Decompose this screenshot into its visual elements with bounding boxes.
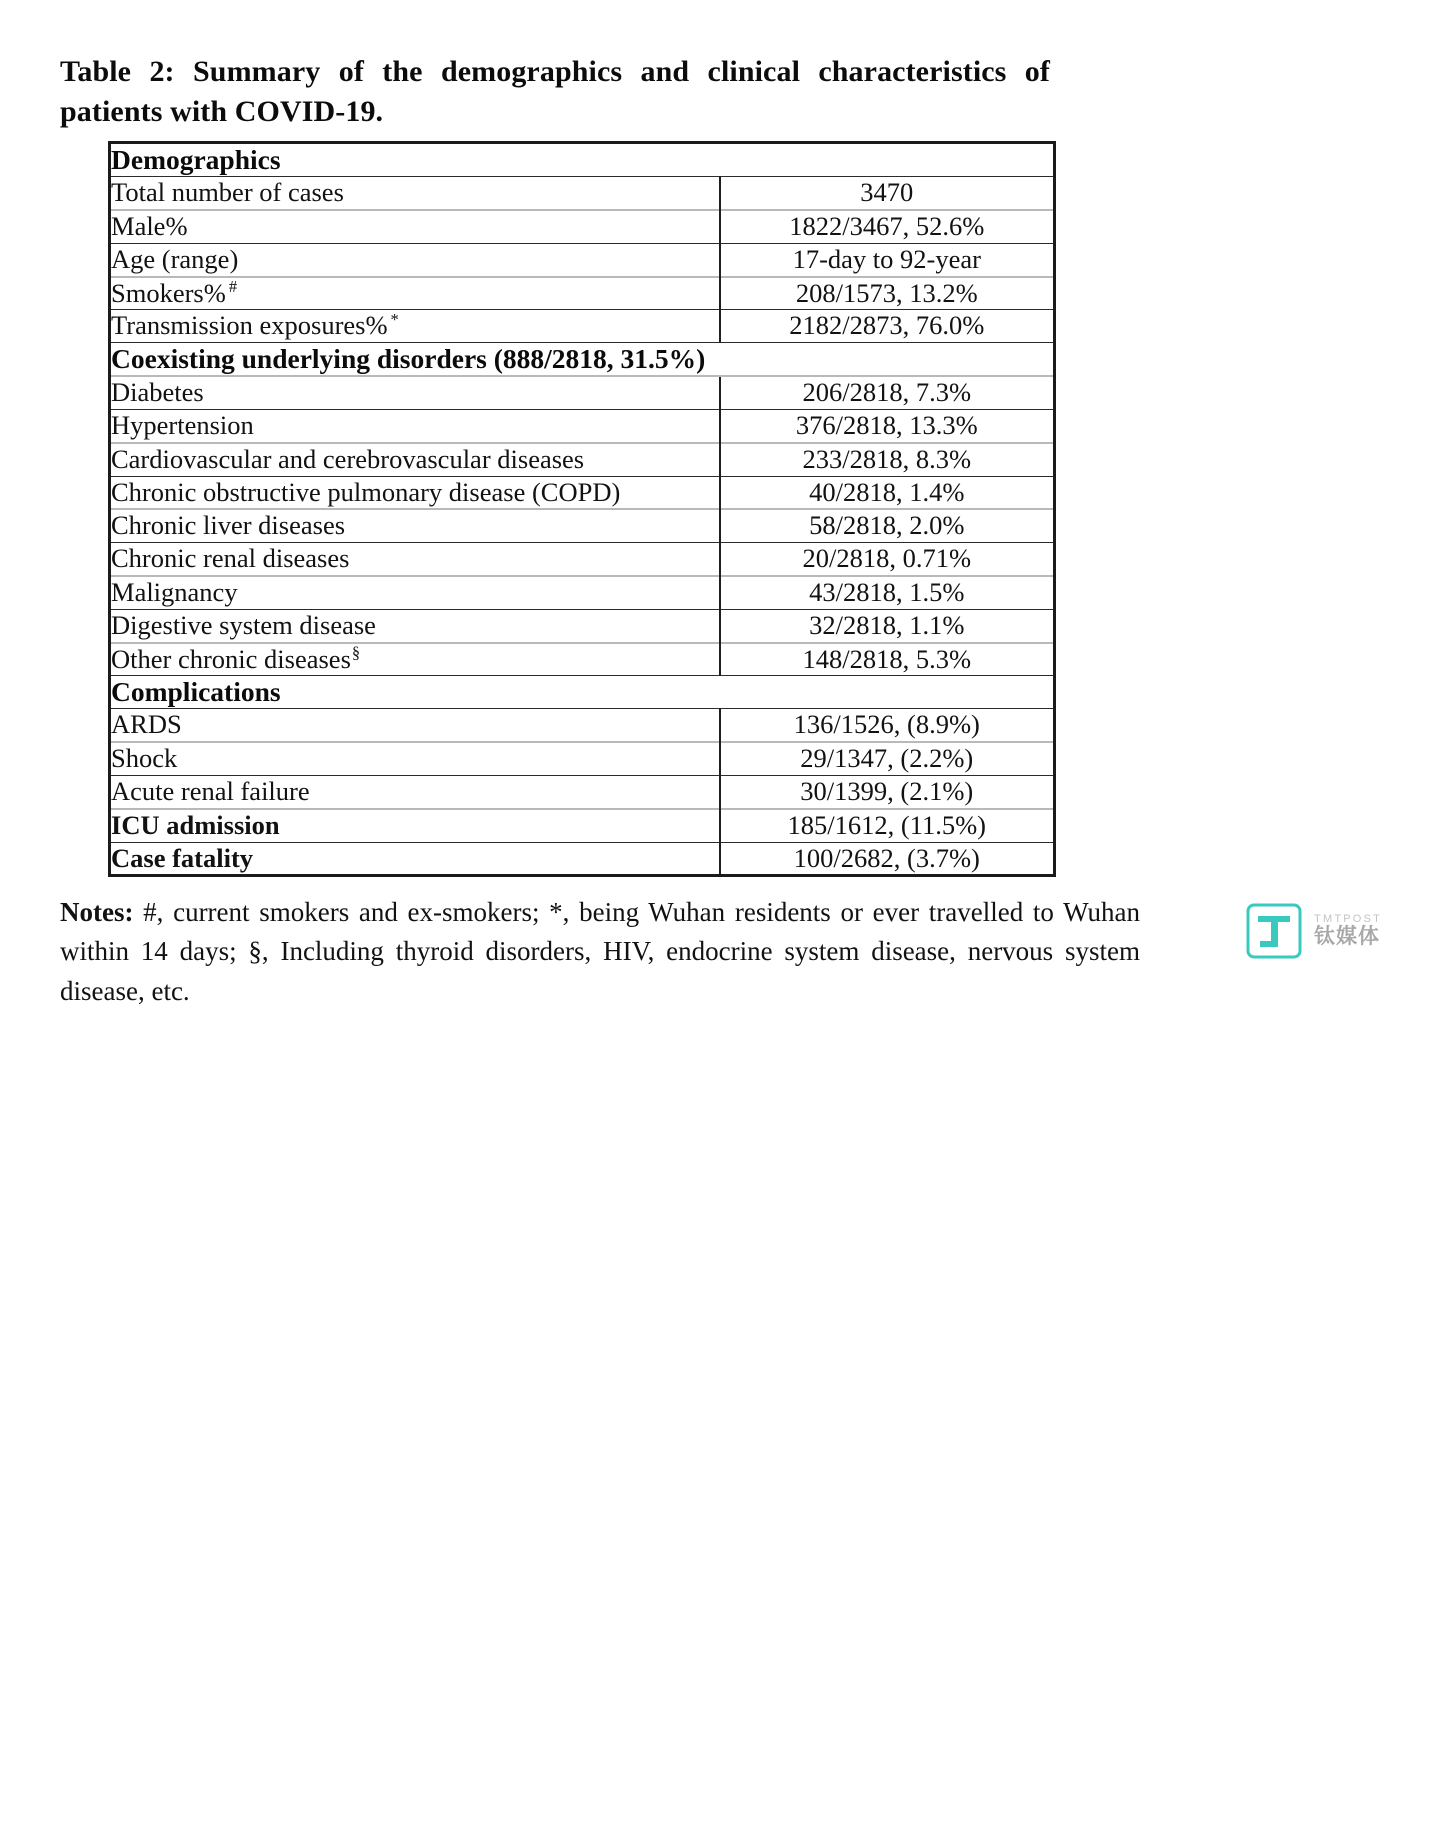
summary-table <box>108 141 1056 877</box>
table-row <box>110 609 1055 642</box>
table-row <box>110 842 1055 876</box>
tmtpost-logo-icon <box>1246 903 1302 959</box>
footnote-marker: * <box>390 309 399 329</box>
row-value-cell: 233/2818, 8.3% <box>720 443 1055 476</box>
row-label: Diabetes <box>111 377 204 408</box>
table-row <box>110 509 1055 542</box>
row-label: Malignancy <box>111 576 238 607</box>
row-label-cell <box>110 742 720 775</box>
row-label-cell <box>110 177 720 210</box>
table-row <box>110 177 1055 210</box>
table-section-header <box>110 143 1055 177</box>
row-label: ICU admission <box>111 809 280 840</box>
table-row <box>110 709 1055 742</box>
row-value-cell: 29/1347, (2.2%) <box>720 742 1055 775</box>
row-label: Case fatality <box>111 842 254 873</box>
row-label: Digestive system disease <box>111 609 376 640</box>
row-label-cell <box>110 210 720 243</box>
row-label: Cardiovascular and cerebrovascular diseases <box>111 443 585 474</box>
table-row <box>110 409 1055 442</box>
row-label-cell <box>110 609 720 642</box>
row-label-cell <box>110 775 720 808</box>
table-row <box>110 476 1055 509</box>
section-heading-cell: Demographics <box>111 144 281 176</box>
row-value-cell: 1822/3467, 52.6% <box>720 210 1055 243</box>
row-label-cell <box>110 543 720 576</box>
table-row <box>110 210 1055 243</box>
row-value-cell: 206/2818, 7.3% <box>720 376 1055 409</box>
row-value-cell: 100/2682, (3.7%) <box>720 842 1055 876</box>
row-label: Chronic obstructive pulmonary disease (COPD) <box>111 476 621 507</box>
row-value-cell: 32/2818, 1.1% <box>720 609 1055 642</box>
row-value-cell: 2182/2873, 76.0% <box>720 310 1055 343</box>
row-value-cell: 185/1612, (11.5%) <box>720 809 1055 842</box>
row-value-cell: 17-day to 92-year <box>720 243 1055 276</box>
row-value-cell: 148/2818, 5.3% <box>720 643 1055 676</box>
row-label: Other chronic diseases <box>111 643 351 674</box>
row-label-cell <box>110 277 720 310</box>
table-container <box>108 141 1053 877</box>
footnote-marker: # <box>228 276 238 296</box>
row-label: Shock <box>111 743 178 774</box>
row-value-cell: 40/2818, 1.4% <box>720 476 1055 509</box>
row-value-cell: 136/1526, (8.9%) <box>720 709 1055 742</box>
row-value-cell: 208/1573, 13.2% <box>720 277 1055 310</box>
row-label: Chronic liver diseases <box>111 510 346 541</box>
row-value-cell: 20/2818, 0.71% <box>720 543 1055 576</box>
table-row <box>110 310 1055 343</box>
footnote-marker: § <box>351 642 361 662</box>
section-heading-cell: Coexisting underlying disorders (888/2818, 31.5%) <box>110 343 1055 377</box>
table-section-header <box>110 676 1055 709</box>
row-value-cell: 43/2818, 1.5% <box>720 576 1055 609</box>
watermark-brand-latin: TMTPOST <box>1314 913 1382 926</box>
table-row <box>110 277 1055 310</box>
row-label-cell <box>110 310 720 343</box>
table-caption: Table 2: Summary of the demographics and clinical characteristics of patients with COVID-19. <box>60 55 1050 128</box>
table-row <box>110 775 1055 808</box>
row-value-cell: 376/2818, 13.3% <box>720 409 1055 442</box>
row-label: Age (range) <box>111 243 239 274</box>
watermark <box>1246 903 1382 959</box>
table-row <box>110 243 1055 276</box>
watermark-brand-cjk: 钛媒体 <box>1314 925 1381 949</box>
row-value-cell: 58/2818, 2.0% <box>720 509 1055 542</box>
row-label-cell <box>110 643 720 676</box>
row-label: Chronic renal diseases <box>111 543 350 574</box>
table-row <box>110 809 1055 842</box>
table-row <box>110 376 1055 409</box>
table-row <box>110 742 1055 775</box>
row-label: Transmission exposures% <box>111 310 388 341</box>
notes-label: Notes: <box>60 897 134 928</box>
row-label-cell <box>110 409 720 442</box>
row-value-cell: 3470 <box>720 177 1055 210</box>
row-label: Male% <box>111 210 188 241</box>
row-label: Hypertension <box>111 409 254 440</box>
table-row <box>110 543 1055 576</box>
row-label-cell <box>110 709 720 742</box>
row-label-cell <box>110 509 720 542</box>
table-row <box>110 643 1055 676</box>
row-label-cell <box>110 842 720 876</box>
section-heading-cell: Complications <box>110 676 1055 709</box>
row-label-cell <box>110 376 720 409</box>
table-body <box>110 143 1055 876</box>
row-label-cell <box>110 576 720 609</box>
row-value-cell: 30/1399, (2.1%) <box>720 775 1055 808</box>
table-row <box>110 443 1055 476</box>
notes-text: #, current smokers and ex-smokers; *, being Wuhan residents or ever travelled to Wuhan within 14 days; §, Including thyroid disorders, HIV, endocrine system disease, nervous system disease, etc. <box>60 897 1140 1006</box>
table-row <box>110 576 1055 609</box>
table-section-header <box>110 343 1055 377</box>
watermark-text <box>1314 913 1382 948</box>
row-label: Total number of cases <box>111 177 344 208</box>
row-label: ARDS <box>111 709 182 740</box>
table-notes <box>60 893 1380 1010</box>
row-label-cell <box>110 243 720 276</box>
row-label-cell <box>110 809 720 842</box>
row-label-cell <box>110 476 720 509</box>
row-label: Acute renal failure <box>111 775 310 806</box>
row-label-cell <box>110 443 720 476</box>
row-label: Smokers% <box>111 277 226 308</box>
